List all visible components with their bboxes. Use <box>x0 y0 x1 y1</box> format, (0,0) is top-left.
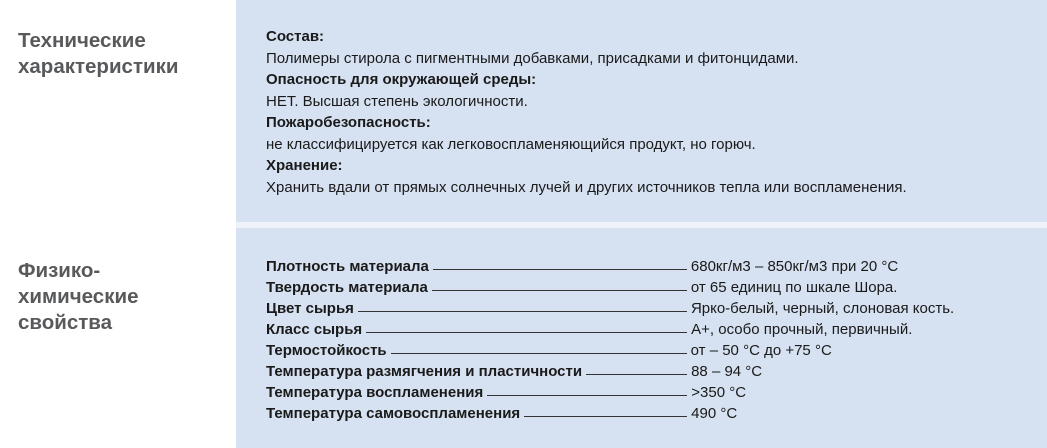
leader-line <box>391 353 687 354</box>
environment-hazard-label: Опасность для окружающей среды: <box>266 71 537 88</box>
technical-section-title: Технические характеристики <box>18 29 179 78</box>
property-row <box>266 319 954 340</box>
property-row <box>266 298 954 319</box>
property-value: А+, особо прочный, первичный. <box>691 321 913 338</box>
leader-line <box>433 269 687 270</box>
storage-text: Хранить вдали от прямых солнечных лучей и других источников тепла или воспламенения. <box>266 178 907 196</box>
property-value: 490 °С <box>691 405 738 422</box>
leader-line <box>524 416 687 417</box>
property-label: Температура самовоспламенения <box>266 405 521 422</box>
property-row <box>266 256 954 277</box>
property-value: >350 °С <box>691 384 747 401</box>
property-row <box>266 277 954 298</box>
leader-line <box>366 332 687 333</box>
property-row <box>266 361 954 382</box>
property-value: 88 – 94 °С <box>691 363 763 380</box>
property-label: Температура воспламенения <box>266 384 484 401</box>
property-label: Термостойкость <box>266 342 387 359</box>
environment-hazard-text: НЕТ. Высшая степень экологичности. <box>266 92 528 110</box>
storage-label: Хранение: <box>266 157 343 174</box>
property-value: от – 50 °С до +75 °С <box>690 342 832 359</box>
property-label: Температура размягчения и пластичности <box>266 363 583 380</box>
property-value: 680кг/м3 – 850кг/м3 при 20 °С <box>690 258 899 275</box>
property-row <box>266 403 954 424</box>
property-row <box>266 382 954 403</box>
property-value: Ярко-белый, черный, слоновая кость. <box>690 300 955 317</box>
property-label: Плотность материала <box>266 258 429 275</box>
properties-list <box>266 256 954 424</box>
physical-section-title: Физико-химические свойства <box>18 259 139 334</box>
leader-line <box>487 395 687 396</box>
technical-details <box>266 26 907 198</box>
leader-line <box>358 311 687 312</box>
leader-line <box>586 374 687 375</box>
property-row <box>266 340 954 361</box>
property-value: от 65 единиц по шкале Шора. <box>690 279 898 296</box>
composition-label: Состав: <box>266 28 325 45</box>
fire-safety-label: Пожаробезопасность: <box>266 114 431 131</box>
property-label: Твердость материала <box>266 279 428 296</box>
fire-safety-text: не классифицируется как легковоспламеняющийся продукт, но горюч. <box>266 135 756 153</box>
property-label: Цвет сырья <box>266 300 354 317</box>
property-label: Класс сырья <box>266 321 363 338</box>
leader-line <box>432 290 687 291</box>
composition-text: Полимеры стирола с пигментными добавками, присадками и фитонцидами. <box>266 49 799 67</box>
